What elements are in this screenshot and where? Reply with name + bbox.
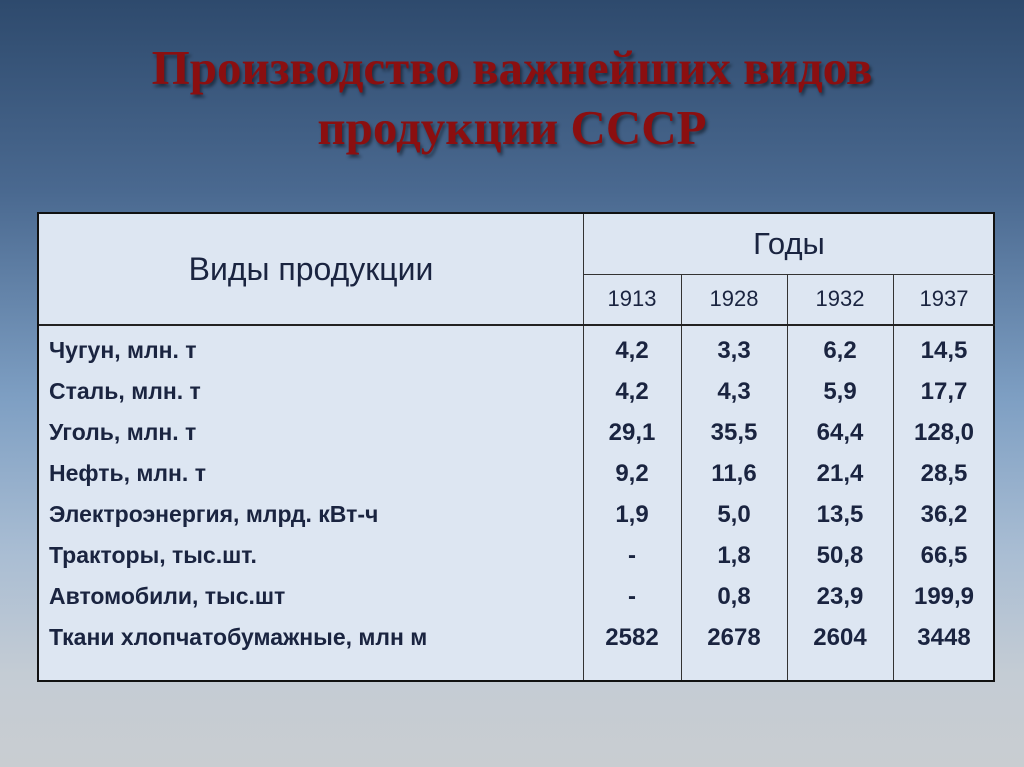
table-cell: 50,8	[816, 541, 864, 569]
table-cell: 9,2	[615, 459, 649, 487]
table-cell: 4,2	[615, 377, 649, 405]
table-cell: 4,3	[717, 377, 751, 405]
table-cell: 36,2	[920, 500, 968, 528]
table-cell: 199,9	[913, 582, 975, 610]
table-cell: 28,5	[920, 459, 968, 487]
table-cell: 14,5	[920, 336, 968, 364]
year-header-1928: 1928	[709, 286, 759, 311]
table-cell: -	[628, 541, 636, 569]
row-label-cotton-fabrics: Ткани хлопчатобумажные, млн м	[49, 624, 428, 650]
table-cell: 35,5	[710, 418, 758, 446]
table-cell: 6,2	[823, 336, 857, 364]
table-cell: 13,5	[816, 500, 864, 528]
table-cell: 2678	[707, 623, 761, 651]
year-header-1937: 1937	[919, 286, 969, 311]
years-header: Годы	[753, 226, 825, 261]
slide-title-line-2: продукции СССР	[317, 100, 707, 155]
table-cell: -	[628, 582, 636, 610]
header-divider	[39, 324, 995, 326]
table-cell: 128,0	[913, 418, 975, 446]
row-label-iron: Чугун, млн. т	[49, 337, 197, 363]
table-cell: 2582	[605, 623, 659, 651]
slide-title	[0, 38, 1024, 158]
row-label-tractors: Тракторы, тыс.шт.	[49, 542, 257, 568]
slide-title-line-1: Производство важнейших видов	[151, 40, 873, 95]
table-cell: 3448	[917, 623, 971, 651]
table-cell: 11,6	[711, 459, 757, 487]
table-cell: 66,5	[920, 541, 968, 569]
year-header-1913: 1913	[607, 286, 657, 311]
table-cell: 4,2	[615, 336, 649, 364]
row-label-cars: Автомобили, тыс.шт	[49, 583, 286, 609]
products-header: Виды продукции	[188, 250, 434, 287]
table-cell: 3,3	[717, 336, 751, 364]
table-cell: 5,9	[823, 377, 857, 405]
table-cell: 0,8	[717, 582, 751, 610]
table-cell: 1,8	[717, 541, 751, 569]
table-cell: 23,9	[816, 582, 864, 610]
table-cell: 17,7	[920, 377, 968, 405]
production-table	[37, 212, 995, 682]
table-cell: 64,4	[816, 418, 864, 446]
table-cell: 21,4	[816, 459, 864, 487]
row-label-electricity: Электроэнергия, млрд. кВт-ч	[49, 501, 379, 527]
table-cell: 2604	[813, 623, 867, 651]
row-label-steel: Сталь, млн. т	[49, 378, 201, 404]
year-header-1932: 1932	[815, 286, 865, 311]
table-cell: 5,0	[717, 500, 751, 528]
row-label-oil: Нефть, млн. т	[49, 460, 206, 486]
table-cell: 29,1	[608, 418, 656, 446]
row-label-coal: Уголь, млн. т	[49, 419, 197, 445]
table-cell: 1,9	[615, 500, 649, 528]
